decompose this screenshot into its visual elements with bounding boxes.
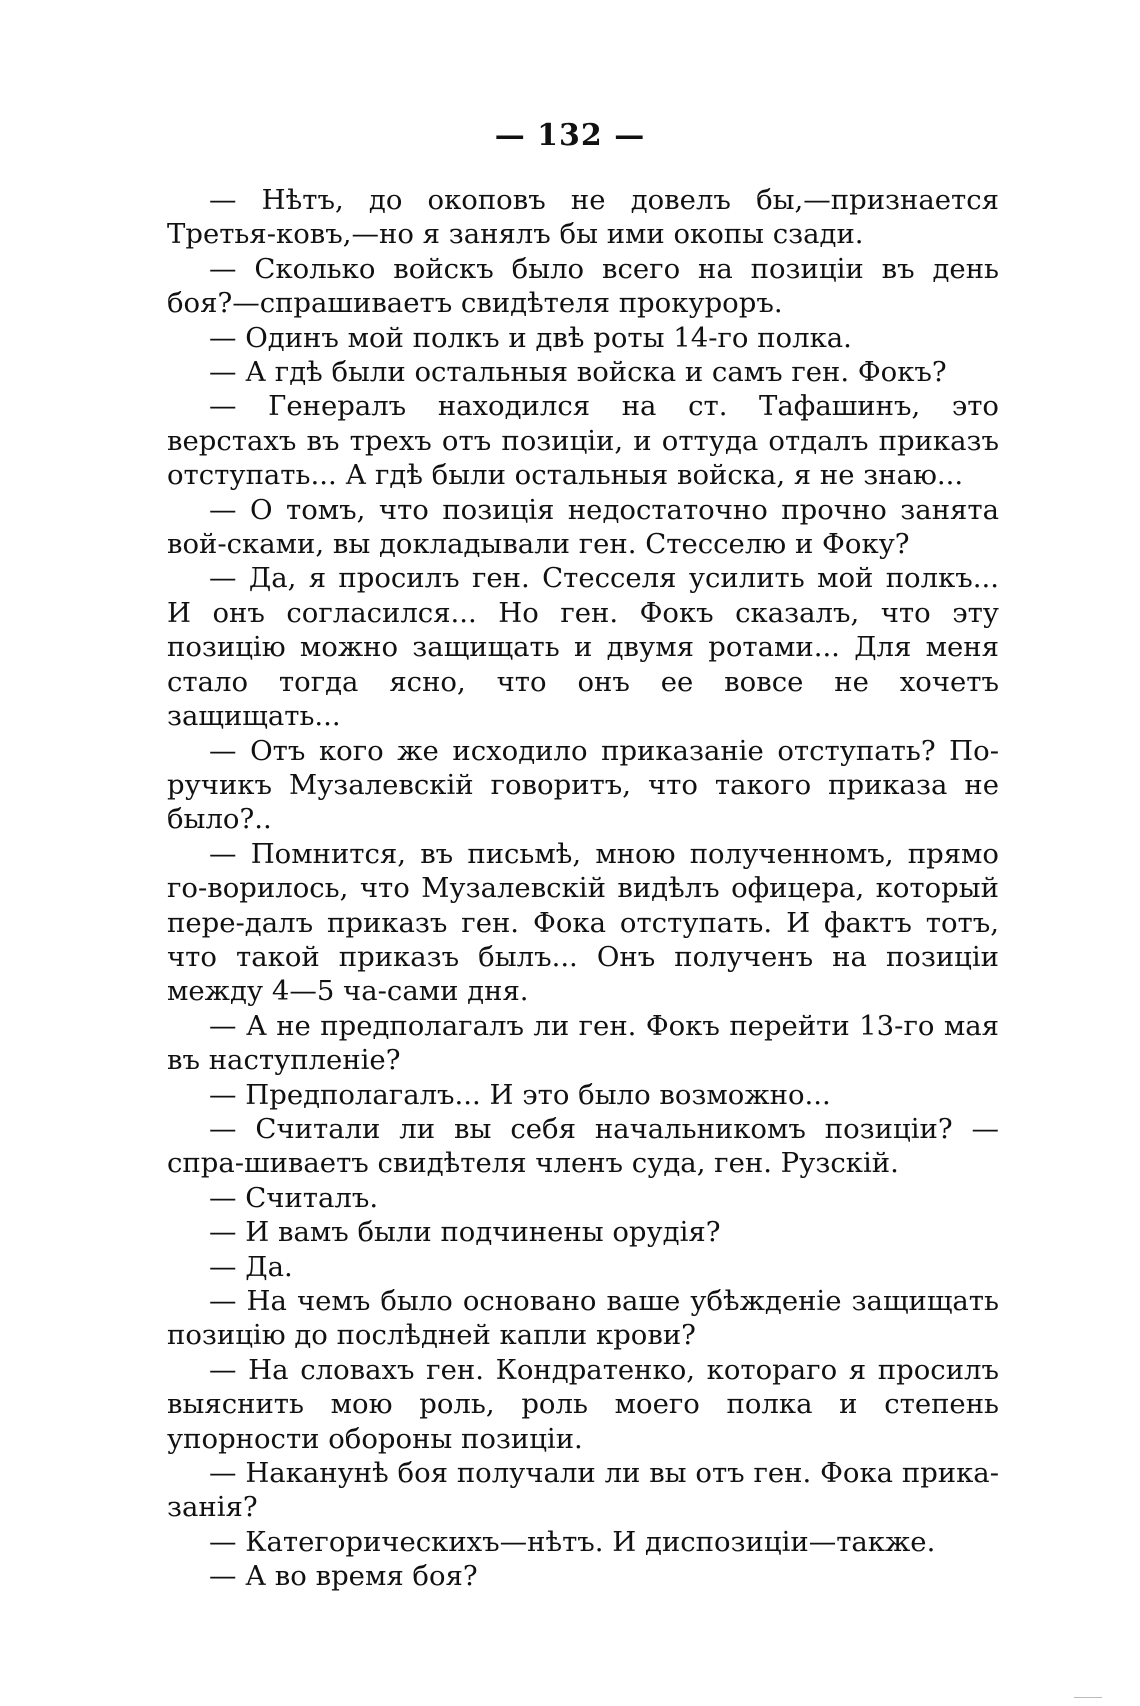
paragraph: — И вамъ были подчинены орудія? <box>209 1216 721 1249</box>
paragraph: — На словахъ ген. Кондратенко, котораго я просилъ выяснить мою роль, роль моего полка и степень упорности обороны позиціи. <box>167 1353 999 1455</box>
scan-edge-mark <box>1074 1697 1102 1704</box>
paragraph: — О томъ, что позиція недостаточно прочно занята вой-сками, вы докладывали ген. Стесселю и Фоку? <box>167 493 999 561</box>
paragraph: — На чемъ было основано ваше убѣжденіе защищать позицію до послѣдней капли крови? <box>167 1285 999 1352</box>
paragraph: — Помнится, въ письмѣ, мною полученномъ, прямо го-ворилось, что Музалевскій видѣлъ офицера, который пере-далъ приказъ ген. Фока отступать. И фактъ тотъ, что такой приказъ былъ... Онъ полученъ на позиціи между 4—5 ча-сами дня. <box>167 837 999 1008</box>
paragraph: — Считалъ. <box>209 1181 379 1214</box>
body-text <box>167 183 999 1594</box>
paragraph: — Считали ли вы себя начальникомъ позиціи? — спра-шиваетъ свидѣтеля членъ суда, ген. Рузскій. <box>167 1112 999 1180</box>
paragraph: — А во время боя? <box>209 1560 478 1593</box>
page-number: — 132 — <box>494 118 646 153</box>
paragraph: — Да, я просилъ ген. Стесселя усилить мой полкъ... И онъ согласился... Но ген. Фокъ сказалъ, что эту позицію можно защищать и двумя ротами... Для меня стало тогда ясно, что онъ ее вовсе не хочетъ защищать... <box>167 562 999 733</box>
paragraph: — Наканунѣ боя получали ли вы отъ ген. Фока прика-занія? <box>167 1457 999 1524</box>
paragraph: — Категорическихъ—нѣтъ. И диспозиціи—также. <box>209 1525 936 1558</box>
paragraph: — Нѣтъ, до окоповъ не довелъ бы,—признается Третья-ковъ,—но я занялъ бы ими окопы сзади. <box>167 184 999 251</box>
paragraph: — Да. <box>209 1250 293 1283</box>
paragraph: — Отъ кого же исходило приказаніе отступать? По-ручикъ Музалевскій говоритъ, что такого приказа не было?.. <box>167 734 999 836</box>
paragraph: — Предполагалъ... И это было возможно... <box>209 1078 831 1111</box>
paragraph: — Сколько войскъ было всего на позиціи въ день боя?—спрашиваетъ свидѣтеля прокуроръ. <box>167 252 999 320</box>
paragraph: — А гдѣ были остальныя войска и самъ ген. Фокъ? <box>209 356 947 389</box>
paragraph: — А не предполагалъ ли ген. Фокъ перейти 13-го мая въ наступленіе? <box>167 1009 999 1077</box>
paragraph: — Одинъ мой полкъ и двѣ роты 14-го полка. <box>209 321 852 354</box>
paragraph: — Генералъ находился на ст. Тафашинъ, это верстахъ въ трехъ отъ позиціи, и оттуда отдалъ приказъ отступать... А гдѣ были остальныя войска, я не знаю... <box>167 390 999 492</box>
